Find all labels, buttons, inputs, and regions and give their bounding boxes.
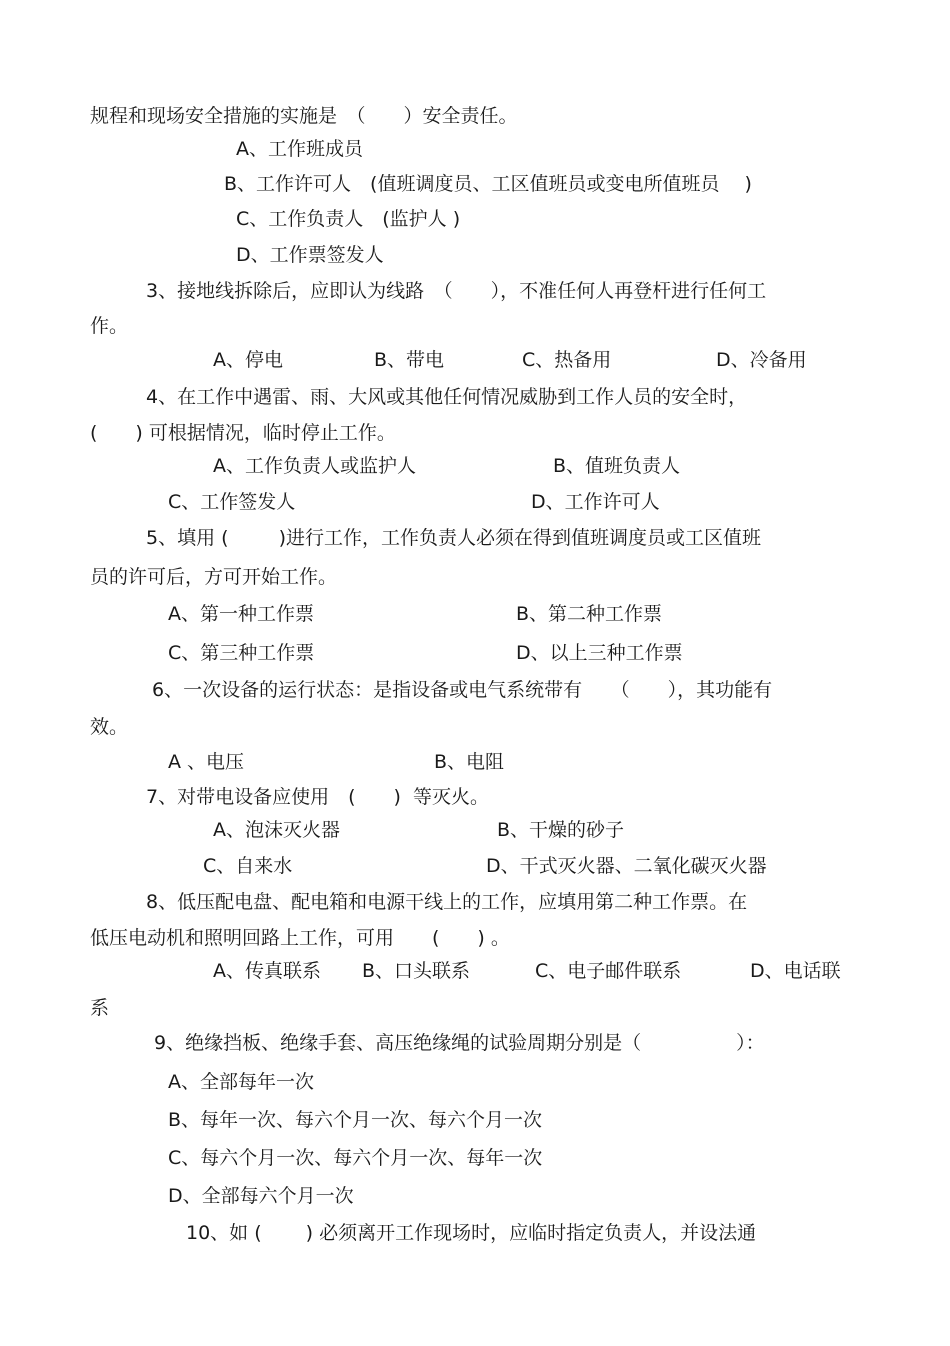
option-a: A、停电 — [213, 349, 283, 371]
question-4: 4、在工作中遇雷、雨、大风或其他任何情况威胁到工作人员的安全时， — [146, 386, 748, 408]
text-line: ( ) 可根据情况，临时停止工作。 — [90, 422, 396, 444]
text-line: 低压电动机和照明回路上工作，可用 ( ) 。 — [90, 927, 510, 949]
option-b: B、干燥的砂子 — [497, 819, 625, 841]
option-d: D、全部每六个月一次 — [168, 1185, 354, 1207]
option-c: C、每六个月一次、每六个月一次、每年一次 — [168, 1147, 543, 1169]
option-d: D、冷备用 — [716, 349, 807, 371]
option-d: D、电话联 — [750, 960, 841, 982]
question-10: 10、如 ( ) 必须离开工作现场时，应临时指定负责人，并设法通 — [186, 1222, 757, 1244]
question-7: 7、对带电设备应使用 ( ) 等灭火。 — [146, 786, 489, 808]
option-a: A、第一种工作票 — [168, 603, 314, 625]
option-a: A 、电压 — [168, 751, 245, 773]
option-b: B、第二种工作票 — [516, 603, 663, 625]
option-c: C、第三种工作票 — [168, 642, 315, 664]
option-b: B、口头联系 — [362, 960, 471, 982]
option-c: C、工作负责人 (监护人 ) — [236, 208, 461, 230]
option-d: D、工作票签发人 — [236, 244, 384, 266]
text-line: 效。 — [90, 716, 129, 738]
question-6: 6、一次设备的运行状态：是指设备或电气系统带有 （ ），其功能有 — [152, 679, 773, 701]
option-c: C、自来水 — [203, 855, 293, 877]
text-line: 员的许可后，方可开始工作。 — [90, 566, 338, 588]
question-5: 5、填用 ( )进行工作，工作负责人必须在得到值班调度员或工区值班 — [146, 527, 762, 549]
question-9: 9、绝缘挡板、绝缘手套、高压绝缘绳的试验周期分别是（ ）： — [154, 1032, 765, 1054]
option-c: C、热备用 — [522, 349, 612, 371]
text-line: 作。 — [90, 315, 129, 337]
option-d: D、工作许可人 — [531, 491, 660, 513]
question-8: 8、低压配电盘、配电箱和电源干线上的工作，应填用第二种工作票。在 — [146, 891, 748, 913]
option-d: D、以上三种工作票 — [516, 642, 683, 664]
option-b: B、值班负责人 — [553, 455, 681, 477]
option-c: C、电子邮件联系 — [535, 960, 682, 982]
option-a: A、泡沫灭火器 — [213, 819, 340, 841]
option-a: A、全部每年一次 — [168, 1071, 314, 1093]
option-c: C、工作签发人 — [168, 491, 296, 513]
option-b: B、带电 — [374, 349, 445, 371]
option-b: B、每年一次、每六个月一次、每六个月一次 — [168, 1109, 543, 1131]
text-line: 规程和现场安全措施的实施是 （ ）安全责任。 — [90, 105, 518, 127]
option-b: B、电阻 — [434, 751, 505, 773]
option-a: A、工作负责人或监护人 — [213, 455, 416, 477]
question-3: 3、接地线拆除后，应即认为线路 （ ），不准任何人再登杆进行任何工 — [146, 280, 767, 302]
option-d: D、干式灭火器、二氧化碳灭火器 — [486, 855, 767, 877]
option-a: A、传真联系 — [213, 960, 321, 982]
option-a: A、工作班成员 — [236, 138, 363, 160]
text-line: 系 — [90, 997, 110, 1019]
option-b: B、工作许可人 (值班调度员、工区值班员或变电所值班员 ) — [224, 173, 752, 195]
